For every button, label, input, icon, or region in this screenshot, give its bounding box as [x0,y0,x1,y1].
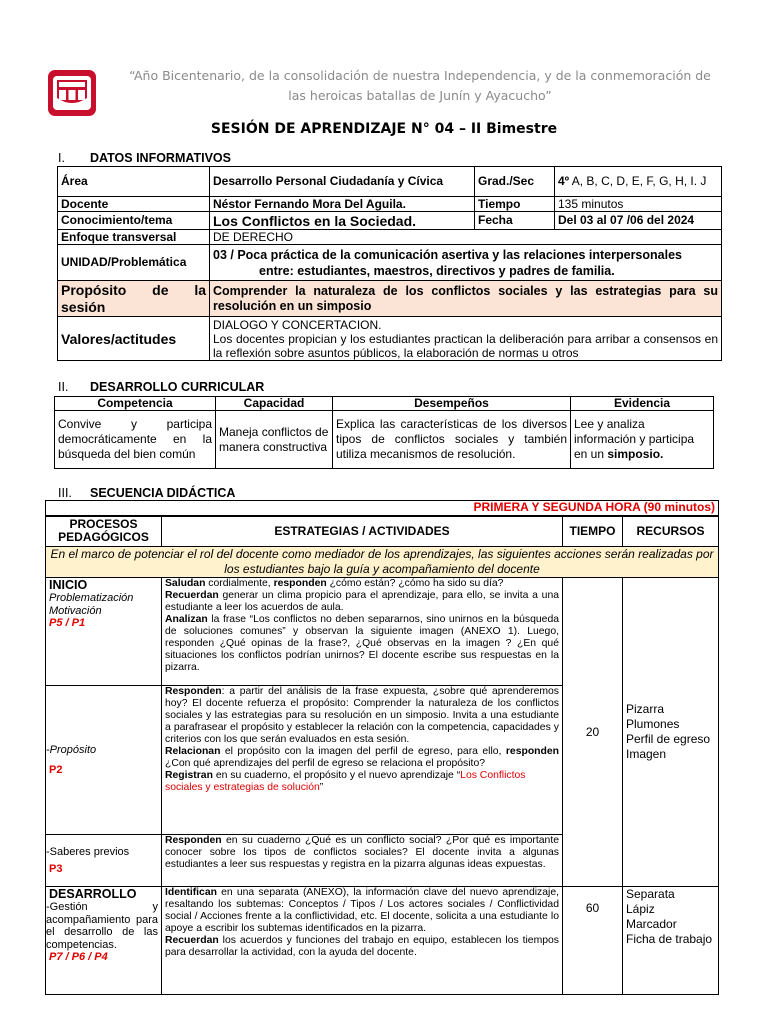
section-2-title: DESARROLLO CURRICULAR [90,380,265,394]
saberes-verb-1: Responden [165,835,222,846]
desarrollo-curricular-table [54,396,714,469]
curricular-row [55,411,714,469]
valores-value: Los docentes propician y los estudiantes practican la deliberación para arribar a consensos en la reflexión sobre asuntos públicos, la elaboración de normas u otros [213,331,718,360]
inicio-verb-4: Analizan [165,614,208,625]
area-label: Área [58,167,210,197]
tiempo-1: 20 [563,578,623,887]
header-desempenos: Desempeños [333,397,571,411]
proposito-text-2: el propósito con la imagen del perfil de egreso, para ello, [220,746,506,757]
section-1-title: DATOS INFORMATIVOS [90,151,231,165]
header-evidencia: Evidencia [571,397,714,411]
header-capacidad: Capacidad [216,397,333,411]
inicio-code: P5 / P1 [49,617,86,629]
tiempo-2: 60 [563,887,623,995]
curricular-header-row [55,397,714,411]
inicio-cell [46,578,162,686]
hora-label: PRIMERA Y SEGUNDA HORA (90 minutos) [46,501,719,516]
row-unidad [58,245,722,281]
recurso-pizarra: Pizarra [626,702,665,716]
header-procesos: PROCESOS PEDAGÓGICOS [46,516,162,547]
desarrollo-row [46,887,719,995]
fecha-value: Del 03 al 07 /06 del 2024 [555,212,722,230]
valores-label: Valores/actitudes [58,317,210,361]
row-docente [58,197,722,212]
inicio-activities [162,578,563,686]
valores-title: DIALOGO Y CONCERTACION. [213,317,382,332]
desarrollo-sub: Gestión y acompañamiento para el desarrollo de las competencias. [46,901,158,951]
header-motto: “Año Bicentenario, de la consolidación de nuestra Independencia, y de la conmemoración de las heroicas batallas de Junín y Ayacucho” [129,68,711,103]
unidad-line-1: Poca práctica de la comunicación asertiva y las relaciones interpersonales [233,247,682,262]
proposito-value: Comprender la naturaleza de los conflictos sociales y las estrategias para su resolución en un simposio [210,281,722,317]
proposito-text-5: ” [319,782,324,793]
recurso-separata: Separata [626,887,675,901]
inicio-text-3: generar un clima propicio para el aprendizaje, para ello, se invita a una estudiante a leer los acuerdos de aula. [165,590,559,613]
inicio-text-2: ¿cómo están? ¿cómo ha sido su día? [326,578,504,589]
valores-cell [210,317,722,361]
proposito-stage-label: Propósito [49,743,97,756]
area-value: Desarrollo Personal Ciudadanía y Cívica [210,167,475,197]
section-3-number: III. [58,486,72,500]
desarrollo-text-2: los acuerdos y funciones del trabajo en equipo, establecen los tiempos para desarrollar la actividad, con la ayuda del docente. [165,935,559,958]
desempenos-value: Explica las características de los diversos tipos de conflictos sociales y también utiliza mecanismos de resolución. [333,411,571,469]
unidad-line-2: entre: estudiantes, maestros, directivos y padres de familia. [259,263,615,278]
tiempo-label: Tiempo [475,197,555,212]
proposito-verb-3: responden [505,746,559,757]
tema-label: Conocimiento/tema [58,212,210,230]
docente-label: Docente [58,197,210,212]
saberes-text-1: en su cuaderno ¿Qué es un conflicto social? ¿Por qué es importante conocer sobre los tipos de conflictos sociales? El docente invita a algunas estudiantes a leer sus respuestas y registra en la pizarra algunas ideas expuestas. [165,835,559,870]
inicio-text-1: cordialmente, [205,578,274,589]
tema-value: Los Conflictos en la Sociedad. [210,212,475,230]
page-title: SESIÓN DE APRENDIZAJE N° 04 – II Bimestre [210,121,558,137]
recurso-perfil: Perfil de egreso [626,732,711,746]
secuencia-header-row [46,516,719,547]
competencia-value: Convive y participa democráticamente en la búsqueda del bien común [55,411,216,469]
datos-informativos-table [57,166,722,361]
saberes-code: P3 [49,862,63,875]
hora-row [46,501,719,516]
grad-sections: A, B, C, D, E, F, G, H, I. J [569,174,707,188]
saberes-label: Saberes previos [49,846,130,858]
proposito-verb-1: Responden [165,686,222,697]
recursos-2 [623,887,719,995]
secuencia-didactica-table [45,500,719,995]
evidencia-value [571,411,714,469]
enfoque-value: DE DERECHO [210,230,722,245]
row-area [58,167,722,197]
inicio-sub-2: Motivación [49,604,102,617]
recurso-lapiz: Lápiz [626,902,655,916]
capacidad-value: Maneja conflictos de manera constructiva [216,411,333,469]
desarrollo-cell: DESARROLLO -Gestión y acompañamiento para el desarrollo de las competencias. P7 / P6 / P4 [46,887,162,995]
section-3-title: SECUENCIA DIDÁCTICA [90,486,236,500]
header-recursos: RECURSOS [623,516,719,547]
proposito-new-learning: Los Conflictos sociales y estrategias de solución [165,770,526,793]
desarrollo-text-1: en una separata (ANEXO), la información clave del nuevo aprendizaje, resaltando los subtemas: Conceptos / Tipos / Los actores sociales / Conflictividad social / Acciones frente a la conflictividad, etc. El docente, solicita a una estudiante lo apoye a escribir los subtemas identificados en la pizarra. [165,887,559,934]
row-tema [58,212,722,230]
school-logo [48,70,96,116]
section-2-heading [58,380,264,394]
desarrollo-verb-2: Recuerdan [165,935,219,946]
unidad-label: UNIDAD/Problemática [58,245,210,281]
docente-value: Néstor Fernando Mora Del Aguila. [210,197,475,212]
row-proposito [58,281,722,317]
fecha-label: Fecha [475,212,555,230]
inicio-row [46,578,719,686]
saberes-cell: -Saberes previos P3 [46,835,162,887]
proposito-cell: -Propósito P2 [46,686,162,835]
recursos-1 [623,578,719,887]
grad-cell [555,167,722,197]
inicio-verb-2: responden [273,578,327,589]
inicio-sub-1: Problematización [49,592,134,604]
inicio-verb-3: Recuerdan [165,590,219,601]
inicio-verb-1: Saludan [165,578,206,589]
proposito-text-1: : a partir del análisis de la frase expuesta, ¿sobre qué aprenderemos hoy? El docente refuerza el propósito: Comprender la naturaleza de los conflictos sociales y las estrategias para su resolución en un simposio. Invita a una estudiante a parafrasear el propósito y establecer la relación con la competencia, capacidades y criterios con los que serán evaluados en esta sesión. [165,686,559,745]
section-3-heading [58,486,235,500]
proposito-activities [162,686,563,835]
proposito-verb-4: Registran [165,770,213,781]
recurso-ficha: Ficha de trabajo [626,932,713,946]
tiempo-value: 135 minutos [555,197,722,212]
proposito-text-3: ¿Con qué aprendizajes del perfil de egreso se relaciona el propósito? [165,758,485,769]
section-2-number: II. [58,380,69,394]
unidad-number: 03 / [213,247,234,262]
row-valores [58,317,722,361]
proposito-text-4: en su cuaderno, el propósito y el nuevo aprendizaje “ [212,770,461,781]
recurso-imagen: Imagen [626,747,667,761]
section-1-number: I. [58,151,65,165]
grad-number: 4º [558,174,570,188]
inicio-text-4: la frase “Los conflictos no deben separarnos, sino unirnos en la búsqueda de soluciones comunes” y observan la siguiente imagen (ANEXO 1). Luego, responden ¿Qué opinas de la frase?, ¿Qué observas en la imagen ? ¿En qué situaciones los conflictos podrían unirnos? El docente escribe sus respuestas en la pizarra. [165,614,559,673]
desarrollo-verb-1: Identifican [165,887,217,898]
header-tiempo: TIEMPO [563,516,623,547]
proposito-code: P2 [49,764,63,776]
saberes-activities [162,835,563,887]
intro-row [46,547,719,578]
grad-label: Grad./Sec [475,167,555,197]
desarrollo-code: P7 / P6 / P4 [49,951,108,963]
evidencia-text: Lee y analiza información y participa en un [574,417,695,461]
row-enfoque [58,230,722,245]
inicio-title: INICIO [49,578,88,592]
proposito-verb-2: Relacionan [165,746,221,757]
section-1-heading [58,151,231,165]
desarrollo-activities [162,887,563,995]
header-competencia: Competencia [55,397,216,411]
recurso-plumones: Plumones [626,717,680,731]
intro-text: En el marco de potenciar el rol del docente como mediador de los aprendizajes, las siguientes acciones serán realizadas por los estudiantes bajo la guía y acompañamiento del docente [46,547,719,578]
enfoque-label: Enfoque transversal [58,230,210,245]
evidencia-bold: simposio. [607,447,664,461]
header-estrategias: ESTRATEGIAS / ACTIVIDADES [162,516,563,547]
unidad-value [210,245,722,281]
desarrollo-title: DESARROLLO [49,887,137,901]
proposito-label: Propósito de la sesión [58,281,210,317]
recurso-marcador: Marcador [626,917,677,931]
